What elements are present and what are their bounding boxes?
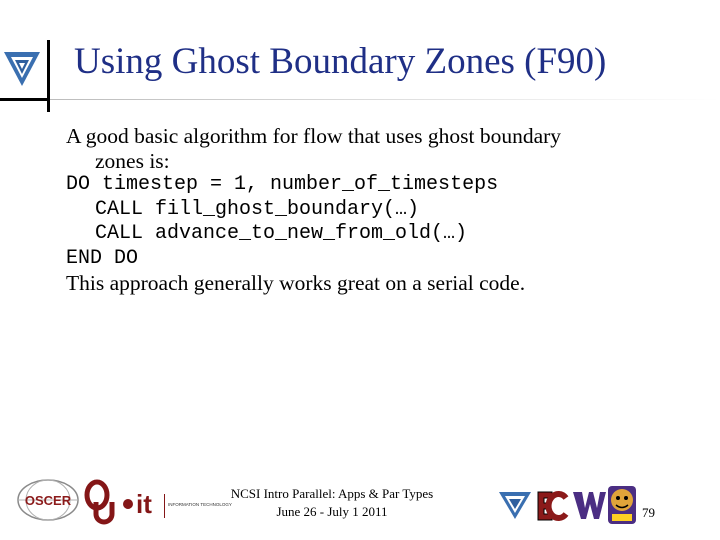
title-vertical-rule — [47, 40, 50, 112]
title-horizontal-rule — [0, 98, 50, 101]
footer-text — [212, 485, 452, 521]
slide-title: Using Ghost Boundary Zones (F90) — [74, 41, 607, 82]
code-line: CALL fill_ghost_boundary(…) — [95, 197, 420, 221]
ou-logo-icon — [84, 480, 118, 524]
uw-logo-icon — [572, 490, 606, 520]
oscer-logo-text: OSCER — [24, 493, 72, 508]
it-logo-icon — [120, 486, 232, 524]
page-number: 79 — [642, 505, 655, 520]
ncsi-triangle-small-icon — [498, 490, 532, 520]
code-line: DO timestep = 1, number_of_timesteps — [66, 173, 499, 196]
body-line: zones is: — [95, 148, 170, 173]
code-line: END DO — [66, 246, 139, 270]
title-underline-fade — [50, 99, 720, 100]
it-logo-subtext: INFORMATION TECHNOLOGY — [168, 502, 232, 507]
oscer-logo-icon — [16, 478, 80, 522]
footer-line-2: June 26 - July 1 2011 — [276, 504, 388, 519]
ncsi-triangle-logo-icon — [2, 46, 42, 90]
slide-body — [66, 124, 706, 296]
code-line: CALL advance_to_new_from_old(…) — [95, 222, 468, 245]
it-logo — [120, 486, 232, 524]
footer-line-1: NCSI Intro Parallel: Apps & Par Types — [230, 486, 434, 501]
ec-logo-icon — [534, 488, 570, 524]
body-line: This approach generally works great on a serial code. — [66, 271, 526, 295]
it-logo-text: it — [136, 489, 152, 519]
lsu-tiger-logo-icon — [606, 484, 638, 526]
body-line: A good basic algorithm for flow that uses ghost boundary — [66, 124, 562, 148]
